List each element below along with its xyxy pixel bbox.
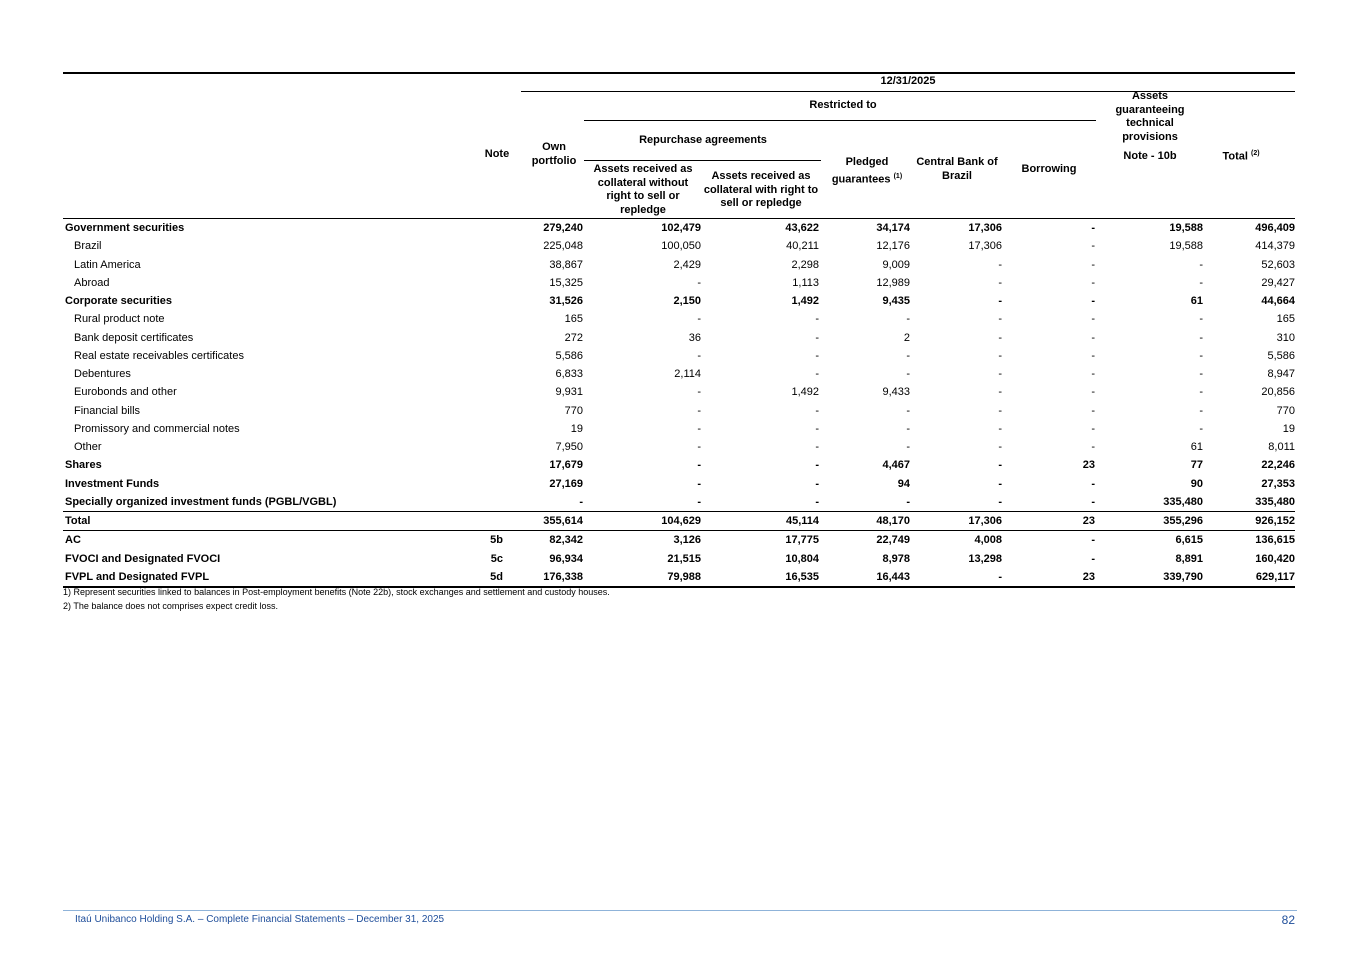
cell-value: 38,867: [549, 258, 583, 271]
row-label: Debentures: [74, 368, 131, 381]
cell-value: 44,664: [1261, 295, 1295, 308]
header-pledged-sup: (1): [893, 172, 903, 180]
cell-value: -: [906, 368, 910, 381]
cell-value: 22,749: [876, 534, 910, 547]
cell-value: 19: [570, 422, 583, 435]
header-note: Note: [484, 148, 510, 160]
table-row: [63, 512, 1295, 531]
header-rule-repurchase: [584, 160, 821, 161]
cell-value: 12,176: [876, 240, 910, 253]
cell-value: 176,338: [509, 568, 583, 587]
cell-value: 1,492: [791, 386, 819, 399]
cell-value: 2: [903, 331, 910, 344]
row-note: [457, 383, 509, 401]
cell-value: -: [1091, 368, 1095, 381]
cell-value: 160,420: [1255, 552, 1295, 565]
cell-value: 31,526: [549, 295, 583, 308]
row-label: Financial bills: [74, 404, 141, 417]
cell-value: -: [815, 441, 819, 454]
cell-value: -: [697, 313, 701, 326]
cell-value: 8,011: [1268, 441, 1295, 454]
cell-value: -: [697, 459, 701, 472]
cell-value: 165: [564, 313, 583, 326]
cell-value: -: [998, 368, 1002, 381]
row-note: [457, 219, 509, 237]
cell-value: 16,535: [701, 568, 819, 587]
row-label: Other: [74, 441, 102, 454]
cell-value: 19: [1282, 422, 1295, 435]
cell-value: 770: [1276, 404, 1295, 417]
table-row: [63, 383, 1295, 401]
cell-value: -: [1199, 386, 1203, 399]
cell-value: 279,240: [543, 222, 583, 235]
cell-value: 12,989: [876, 276, 910, 289]
header-top-rule: [63, 72, 1295, 74]
header-assets-tech: Assets guaranteeing technical provisions: [1115, 90, 1185, 143]
row-note: [457, 310, 509, 328]
cell-value: -: [815, 422, 819, 435]
footer-rule: [63, 910, 1297, 911]
cell-value: 43,622: [785, 222, 819, 235]
cell-value: -: [998, 404, 1002, 417]
cell-value: 22,246: [1261, 459, 1295, 472]
cell-value: -: [697, 422, 701, 435]
cell-value: 90: [1190, 477, 1203, 490]
table-row: [63, 420, 1295, 438]
header-cbb: Central Bank of Brazil: [916, 156, 998, 182]
table-row: [63, 475, 1295, 493]
cell-value: -: [1091, 495, 1095, 508]
cell-value: -: [998, 386, 1002, 399]
cell-value: -: [815, 313, 819, 326]
row-note: [457, 274, 509, 292]
cell-value: 48,170: [819, 512, 910, 531]
cell-value: -: [697, 441, 701, 454]
row-label: Bank deposit certificates: [74, 331, 194, 344]
cell-value: 5,586: [555, 349, 583, 362]
table-body: [63, 219, 1295, 587]
cell-value: -: [697, 349, 701, 362]
table-header: [63, 72, 1295, 219]
cell-value: -: [1091, 222, 1095, 235]
cell-value: -: [906, 495, 910, 508]
table-row: [63, 219, 1295, 237]
row-label: Total: [63, 512, 457, 531]
cell-value: -: [1091, 386, 1095, 399]
table-row: [63, 347, 1295, 365]
row-label: Abroad: [74, 276, 110, 289]
cell-value: 165: [1276, 313, 1295, 326]
cell-value: -: [1199, 422, 1203, 435]
cell-value: -: [998, 495, 1002, 508]
cell-value: 45,114: [701, 512, 819, 531]
cell-value: -: [1091, 477, 1095, 490]
cell-value: -: [998, 331, 1002, 344]
cell-value: 17,775: [785, 534, 819, 547]
cell-value: 23: [1002, 568, 1095, 587]
securities-table: [63, 219, 1295, 588]
cell-value: -: [1199, 331, 1203, 344]
cell-value: -: [1091, 313, 1095, 326]
cell-value: -: [1091, 295, 1095, 308]
cell-value: -: [1199, 368, 1203, 381]
header-borrowing: Borrowing: [1021, 163, 1077, 175]
cell-value: -: [906, 349, 910, 362]
cell-value: 94: [897, 477, 910, 490]
cell-value: 79,988: [583, 568, 701, 587]
row-note: [457, 365, 509, 383]
row-note: [457, 512, 509, 531]
cell-value: 770: [564, 404, 583, 417]
cell-value: -: [815, 459, 819, 472]
cell-value: 40,211: [786, 240, 819, 253]
cell-value: -: [1091, 422, 1095, 435]
cell-value: 9,435: [882, 295, 910, 308]
cell-value: -: [1199, 404, 1203, 417]
cell-value: 926,152: [1203, 512, 1295, 531]
cell-value: 8,978: [882, 552, 910, 565]
row-label: AC: [65, 534, 81, 547]
cell-value: -: [906, 422, 910, 435]
cell-value: 104,629: [583, 512, 701, 531]
row-note: 5d: [457, 568, 509, 587]
cell-value: -: [1091, 349, 1095, 362]
header-col-with-right: Assets received as collateral with right to sell or repledge: [703, 170, 819, 209]
row-note: [457, 256, 509, 274]
cell-value: -: [697, 477, 701, 490]
cell-value: 2,114: [674, 368, 701, 381]
cell-value: 5,586: [1267, 349, 1295, 362]
cell-value: 23: [1002, 512, 1095, 531]
cell-value: 496,409: [1255, 222, 1295, 235]
cell-value: -: [1091, 404, 1095, 417]
table-row: [63, 550, 1295, 568]
table-row: [63, 456, 1295, 474]
cell-value: -: [998, 258, 1002, 271]
cell-value: 61: [1190, 441, 1203, 454]
cell-value: 355,614: [509, 512, 583, 531]
header-repurchase: Repurchase agreements: [639, 134, 767, 146]
cell-value: -: [1091, 441, 1095, 454]
row-note: [457, 475, 509, 493]
cell-value: -: [906, 404, 910, 417]
table-row: [63, 292, 1295, 310]
cell-value: -: [1091, 552, 1095, 565]
cell-value: 2,429: [673, 258, 701, 271]
cell-value: 8,947: [1267, 368, 1295, 381]
row-note: 5b: [490, 534, 503, 547]
header-date: 12/31/2025: [880, 75, 936, 87]
cell-value: 29,427: [1261, 276, 1295, 289]
cell-value: 1,113: [792, 276, 819, 289]
table-row: [63, 365, 1295, 383]
cell-value: -: [1091, 240, 1095, 253]
row-label: Corporate securities: [65, 295, 172, 308]
cell-value: 335,480: [1163, 495, 1203, 508]
cell-value: -: [815, 477, 819, 490]
cell-value: 6,615: [1175, 534, 1203, 547]
cell-value: 23: [1082, 459, 1095, 472]
cell-value: 9,433: [882, 386, 910, 399]
header-rule-restricted: [584, 120, 1096, 121]
cell-value: 100,050: [661, 240, 701, 253]
cell-value: 17,679: [549, 459, 583, 472]
cell-value: 13,298: [968, 552, 1002, 565]
cell-value: 27,353: [1261, 477, 1295, 490]
cell-value: 36: [688, 331, 701, 344]
cell-value: 629,117: [1203, 568, 1295, 587]
row-note: [457, 292, 509, 310]
cell-value: 19,588: [1169, 222, 1203, 235]
cell-value: 96,934: [549, 552, 583, 565]
cell-value: 17,306: [968, 222, 1002, 235]
table-row: [63, 274, 1295, 292]
header-restricted-to: Restricted to: [809, 99, 877, 111]
cell-value: -: [815, 495, 819, 508]
cell-value: 17,306: [968, 240, 1002, 253]
cell-value: 16,443: [819, 568, 910, 587]
cell-value: -: [1199, 349, 1203, 362]
table-row: [63, 237, 1295, 255]
table-row: [63, 402, 1295, 420]
row-label: Brazil: [74, 240, 102, 253]
cell-value: -: [998, 276, 1002, 289]
header-assets-note: Note - 10b: [1123, 150, 1177, 162]
cell-value: -: [1199, 276, 1203, 289]
table-row: [63, 310, 1295, 328]
cell-value: -: [697, 404, 701, 417]
row-note: [457, 420, 509, 438]
table-row: [63, 568, 1295, 587]
cell-value: -: [1091, 276, 1095, 289]
cell-value: 19,588: [1169, 240, 1203, 253]
cell-value: -: [906, 313, 910, 326]
cell-value: -: [579, 495, 583, 508]
header-pledged: [823, 156, 911, 187]
cell-value: 2,150: [673, 295, 701, 308]
cell-value: 136,615: [1255, 534, 1295, 547]
footnote-1: 1) Represent securities linked to balances in Post-employment benefits (Note 22b), stock exchanges and settlement and custody houses.: [63, 587, 610, 597]
cell-value: 4,467: [882, 459, 910, 472]
cell-value: -: [1091, 331, 1095, 344]
table-row: [63, 256, 1295, 274]
header-pledged-label: Pledged guarantees: [831, 156, 891, 186]
footer-text: Itaú Unibanco Holding S.A. – Complete Financial Statements – December 31, 2025: [75, 914, 445, 925]
cell-value: -: [1199, 258, 1203, 271]
row-label: Investment Funds: [65, 477, 160, 490]
cell-value: -: [815, 349, 819, 362]
row-label: FVOCI and Designated FVOCI: [65, 552, 221, 565]
row-label: Eurobonds and other: [74, 386, 177, 399]
cell-value: -: [815, 368, 819, 381]
cell-value: -: [998, 313, 1002, 326]
cell-value: -: [697, 386, 701, 399]
cell-value: 335,480: [1255, 495, 1295, 508]
row-label: FVPL and Designated FVPL: [63, 568, 457, 587]
row-note: [457, 402, 509, 420]
cell-value: 20,856: [1261, 386, 1295, 399]
cell-value: -: [815, 331, 819, 344]
row-label: Government securities: [65, 222, 185, 235]
cell-value: -: [998, 459, 1002, 472]
cell-value: 2,298: [791, 258, 819, 271]
cell-value: 9,931: [555, 386, 583, 399]
cell-value: 10,804: [785, 552, 819, 565]
header-col-without-right: Assets received as collateral without right to sell or repledge: [593, 163, 693, 216]
row-note: [457, 329, 509, 347]
cell-value: -: [1091, 258, 1095, 271]
cell-value: 77: [1190, 459, 1203, 472]
header-total-label: Total: [1222, 150, 1248, 163]
cell-value: 15,325: [549, 276, 583, 289]
table-row: [63, 493, 1295, 512]
row-label: Promissory and commercial notes: [74, 422, 240, 435]
cell-value: 9,009: [882, 258, 910, 271]
header-own-portfolio: Own portfolio: [531, 141, 577, 167]
cell-value: 272: [564, 331, 583, 344]
cell-value: -: [998, 422, 1002, 435]
header-total-sup: (2): [1250, 150, 1260, 157]
cell-value: 310: [1276, 331, 1295, 344]
cell-value: -: [697, 495, 701, 508]
row-label: Real estate receivables certificates: [74, 349, 244, 362]
cell-value: -: [998, 349, 1002, 362]
cell-value: 27,169: [549, 477, 583, 490]
page-number: 82: [1281, 913, 1295, 927]
cell-value: -: [1199, 313, 1203, 326]
cell-value: -: [906, 441, 910, 454]
cell-value: 4,008: [974, 534, 1002, 547]
row-label: Shares: [65, 459, 102, 472]
table-row: [63, 438, 1295, 456]
row-note: [457, 493, 509, 512]
table-row: [63, 531, 1295, 550]
cell-value: 52,603: [1261, 258, 1295, 271]
cell-value: 21,515: [667, 552, 701, 565]
cell-value: 61: [1190, 295, 1203, 308]
footnote-2: 2) The balance does not comprises expect credit loss.: [63, 601, 278, 611]
cell-value: -: [697, 276, 701, 289]
cell-value: -: [910, 568, 1002, 587]
cell-value: 8,891: [1175, 552, 1203, 565]
cell-value: 3,126: [673, 534, 701, 547]
cell-value: -: [998, 441, 1002, 454]
cell-value: 339,790: [1095, 568, 1203, 587]
cell-value: -: [998, 295, 1002, 308]
cell-value: 7,950: [555, 441, 583, 454]
row-note: [457, 237, 509, 255]
row-note: [457, 347, 509, 365]
cell-value: 6,833: [555, 368, 583, 381]
cell-value: 102,479: [661, 222, 701, 235]
cell-value: 82,342: [549, 534, 583, 547]
cell-value: 34,174: [876, 222, 910, 235]
row-label: Latin America: [74, 258, 141, 271]
table-row: [63, 329, 1295, 347]
cell-value: -: [815, 404, 819, 417]
cell-value: 17,306: [910, 512, 1002, 531]
row-note: 5c: [490, 552, 503, 565]
cell-value: 225,048: [543, 240, 583, 253]
cell-value: 414,379: [1255, 240, 1295, 253]
row-note: [457, 438, 509, 456]
cell-value: -: [1091, 534, 1095, 547]
cell-value: -: [998, 477, 1002, 490]
cell-value: 1,492: [791, 295, 819, 308]
row-label: Rural product note: [74, 313, 165, 326]
row-note: [457, 456, 509, 474]
header-total: [1209, 147, 1273, 164]
row-label: Specially organized investment funds (PGBL/VGBL): [65, 495, 337, 508]
cell-value: 355,296: [1095, 512, 1203, 531]
